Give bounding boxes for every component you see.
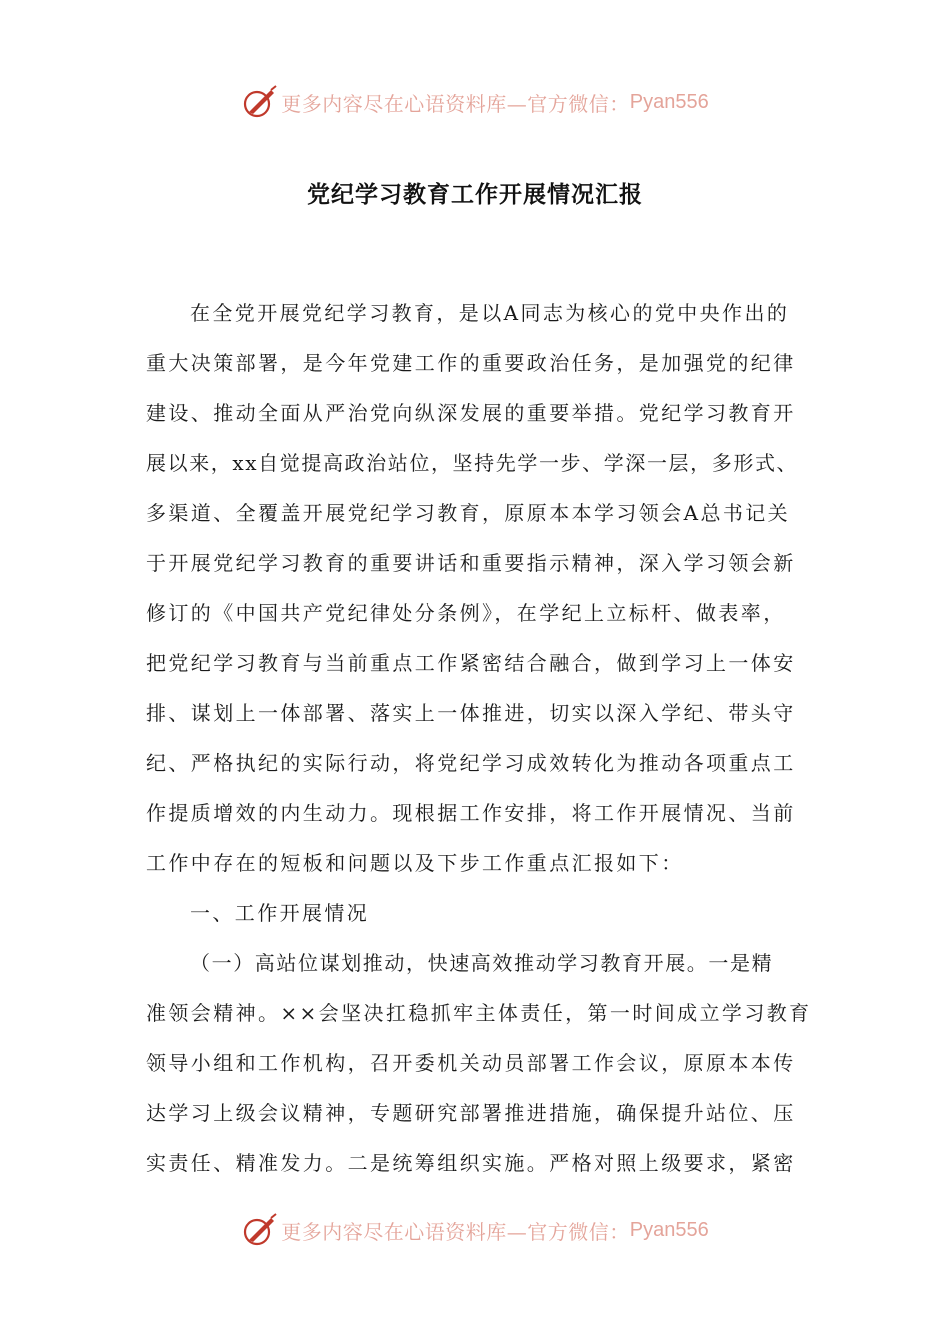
body-line: 领导小组和工作机构，召开委机关动员部署工作会议，原原本本传 xyxy=(146,1051,796,1075)
body-line: 排、谋划上一体部署、落实上一体推进，切实以深入学纪、带头守 xyxy=(146,701,796,725)
watermark-banner-top xyxy=(0,82,950,122)
body-line: 把党纪学习教育与当前重点工作紧密结合融合，做到学习上一体安 xyxy=(146,651,796,675)
body-line: 修订的《中国共产党纪律处分条例》，在学纪上立标杆、做表率， xyxy=(146,601,786,625)
body-line: 建设、推动全面从严治党向纵深发展的重要举措。党纪学习教育开 xyxy=(146,401,796,425)
watermark-handle: Pyan556 xyxy=(629,1218,709,1241)
body-line: 达学习上级会议精神，专题研究部署推进措施，确保提升站位、压 xyxy=(146,1101,796,1125)
subsection-heading: （一）高站位谋划推动，快速高效推动学习教育开展。一是精 xyxy=(190,951,774,975)
body-line: 在全党开展党纪学习教育，是以A同志为核心的党中央作出的 xyxy=(190,301,790,325)
watermark-text: 更多内容尽在心语资料库—官方微信： xyxy=(281,1219,630,1244)
body-line: 纪、严格执纪的实际行动，将党纪学习成效转化为推动各项重点工 xyxy=(146,751,796,775)
body-line: 实责任、精准发力。二是统筹组织实施。严格对照上级要求，紧密 xyxy=(146,1151,796,1175)
body-line: 工作中存在的短板和问题以及下步工作重点汇报如下： xyxy=(146,851,684,875)
watermark-banner-bottom xyxy=(0,1210,950,1250)
document-title: 党纪学习教育工作开展情况汇报 xyxy=(307,181,643,208)
body-line: 于开展党纪学习教育的重要讲话和重要指示精神，深入学习领会新 xyxy=(146,551,796,575)
body-line: 展以来，xx自觉提高政治站位，坚持先学一步、学深一层，多形式、 xyxy=(146,451,799,475)
watermark-text: 更多内容尽在心语资料库—官方微信： xyxy=(281,91,630,116)
body-line: 准领会精神。××会坚决扛稳抓牢主体责任，第一时间成立学习教育 xyxy=(146,1001,812,1025)
section-heading: 一、工作开展情况 xyxy=(190,901,370,925)
quill-pen-icon xyxy=(241,1212,277,1248)
body-line: 作提质增效的内生动力。现根据工作安排，将工作开展情况、当前 xyxy=(146,801,796,825)
body-line: 重大决策部署，是今年党建工作的重要政治任务，是加强党的纪律 xyxy=(146,351,796,375)
quill-pen-icon xyxy=(241,84,277,120)
watermark-handle: Pyan556 xyxy=(629,90,709,113)
body-line: 多渠道、全覆盖开展党纪学习教育，原原本本学习领会A总书记关 xyxy=(146,501,791,525)
